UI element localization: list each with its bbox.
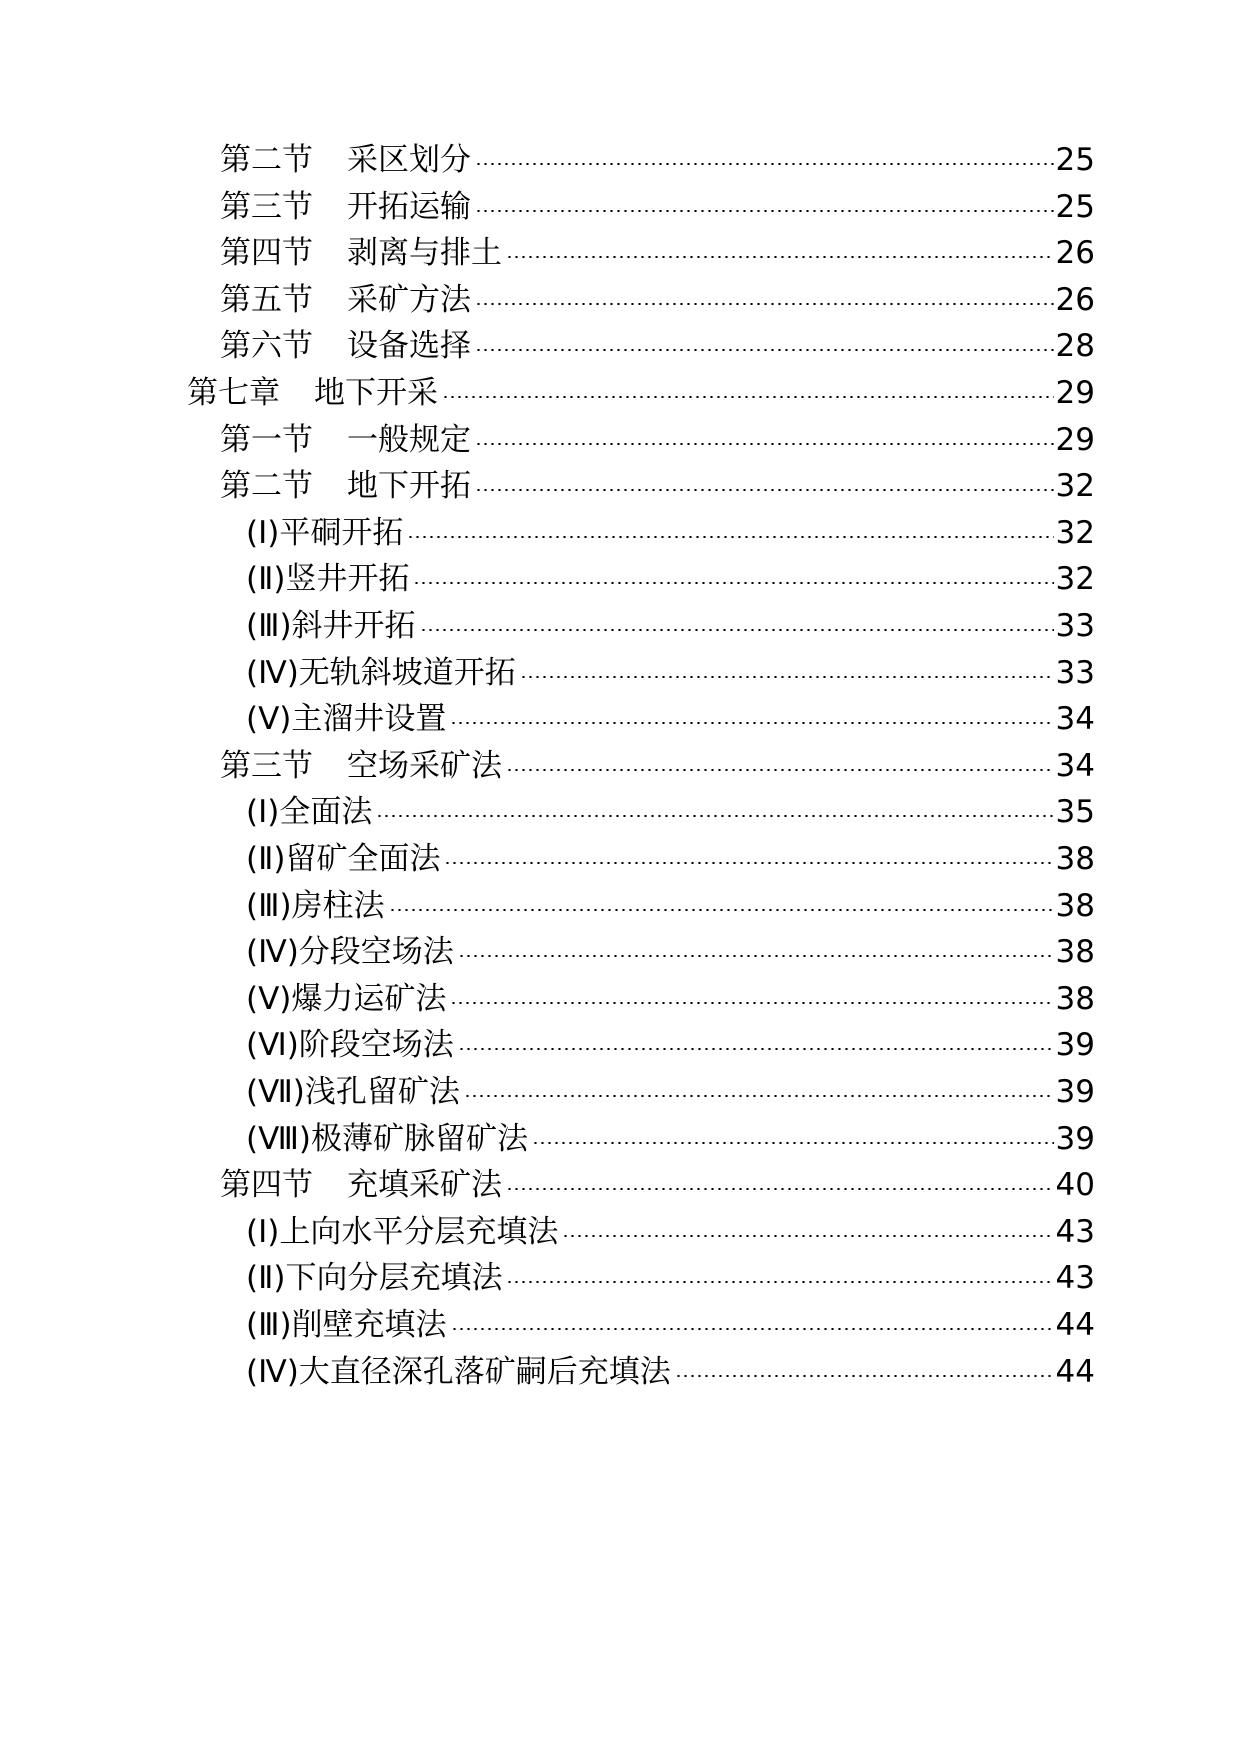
toc-entry-title (220, 1159, 502, 1211)
dot-leader (506, 1281, 1053, 1283)
toc-entry-title (246, 973, 446, 1025)
toc-entry-text: (Ⅱ)下向分层充填法 (246, 1260, 503, 1297)
toc-entry-text: (Ⅲ)斜井开拓 (246, 608, 416, 644)
toc-page-number: 44 (1055, 1307, 1095, 1343)
toc-entry-label: 第一节 (220, 421, 313, 458)
toc-entry[interactable] (246, 1113, 1095, 1165)
toc-entry[interactable] (246, 1066, 1095, 1118)
toc-entry-title (220, 227, 502, 279)
toc-entry-label: 第三节 (220, 188, 313, 225)
dot-leader (444, 862, 1053, 864)
dot-leader (450, 722, 1053, 724)
toc-entry-title (246, 1206, 558, 1258)
toc-entry-text: (Ⅳ)大直径深孔落矿嗣后充填法 (246, 1353, 671, 1390)
toc-page-number: 26 (1055, 281, 1095, 318)
dot-leader (562, 1235, 1053, 1237)
dot-leader (464, 1095, 1054, 1097)
toc-page-number: 43 (1055, 1213, 1095, 1250)
toc-entry-title (246, 1252, 502, 1304)
toc-entry[interactable] (246, 1252, 1095, 1304)
dot-leader (475, 443, 1054, 445)
toc-entry[interactable] (246, 1206, 1095, 1258)
toc-entry-title (246, 786, 372, 838)
dot-leader (475, 303, 1054, 305)
toc-entry-text: 地下开拓 (347, 468, 471, 505)
toc-entry[interactable] (220, 320, 1095, 372)
toc-entry-title (246, 693, 446, 745)
toc-entry[interactable] (246, 600, 1095, 652)
toc-page-number: 32 (1055, 468, 1095, 505)
toc-entry-title (220, 414, 471, 466)
toc-entry[interactable] (246, 786, 1095, 838)
dot-leader (420, 629, 1054, 631)
toc-page-number: 32 (1055, 561, 1095, 598)
dot-leader (475, 210, 1054, 212)
toc-page-number: 34 (1055, 701, 1095, 738)
toc-page-number: 26 (1055, 235, 1095, 272)
toc-entry-text: (Ⅲ)房柱法 (246, 887, 385, 924)
toc-entry-title (246, 1346, 671, 1398)
dot-leader (458, 955, 1054, 957)
toc-entry[interactable] (220, 1159, 1095, 1211)
toc-page-number: 40 (1055, 1167, 1095, 1204)
toc-entry[interactable] (220, 274, 1095, 326)
toc-entry[interactable] (220, 227, 1095, 279)
toc-page-number: 39 (1055, 1120, 1095, 1157)
toc-entry-text: 采矿方法 (347, 281, 471, 318)
dot-leader (506, 256, 1054, 258)
toc-entry-title (246, 1066, 460, 1118)
toc-entry-title (246, 1113, 528, 1165)
toc-entry-text: (Ⅰ)全面法 (246, 794, 373, 831)
toc-entry[interactable] (246, 647, 1095, 699)
toc-entry-title (246, 1019, 454, 1071)
toc-entry-title (220, 740, 502, 792)
dot-leader (475, 163, 1054, 165)
dot-leader (450, 1002, 1053, 1004)
toc-entry[interactable] (220, 460, 1095, 512)
toc-entry[interactable] (246, 973, 1095, 1025)
toc-entry-text: 地下开采 (314, 375, 438, 411)
dot-leader (376, 815, 1053, 817)
toc-page-number: 33 (1055, 608, 1095, 644)
dot-leader (389, 909, 1054, 911)
toc-page-number: 33 (1055, 654, 1095, 691)
dot-leader (532, 1142, 1054, 1144)
toc-entry[interactable] (187, 367, 1095, 419)
toc-entry-title (187, 367, 438, 419)
toc-entry-title (246, 507, 403, 559)
toc-entry[interactable] (246, 1299, 1095, 1351)
toc-page-number: 35 (1055, 794, 1095, 831)
toc-page-number: 29 (1055, 375, 1095, 411)
dot-leader (475, 349, 1054, 351)
toc-entry-label: 第五节 (220, 281, 313, 318)
toc-page-number: 39 (1055, 1027, 1095, 1064)
dot-leader (475, 489, 1054, 491)
toc-entry-text: 剥离与排土 (347, 235, 502, 272)
toc-entry-text: 充填采矿法 (347, 1167, 502, 1204)
toc-page-number: 28 (1055, 328, 1095, 365)
toc-page-number: 34 (1055, 747, 1095, 784)
dot-leader (442, 396, 1054, 398)
toc-entry-label: 第六节 (220, 328, 313, 365)
dot-leader (520, 676, 1054, 678)
dot-leader (506, 769, 1054, 771)
toc-entry[interactable] (220, 181, 1095, 233)
toc-page-number: 43 (1055, 1260, 1095, 1297)
toc-entry[interactable] (220, 134, 1095, 186)
toc-entry-label: 第三节 (220, 747, 313, 784)
toc-entry[interactable] (246, 1346, 1095, 1398)
toc-entry-text: 开拓运输 (347, 188, 471, 225)
toc-entry-title (246, 1299, 447, 1351)
toc-page-number: 38 (1055, 887, 1095, 924)
toc-entry-label: 第四节 (220, 235, 313, 272)
dot-leader (675, 1375, 1054, 1377)
toc-entry-label: 第二节 (220, 142, 313, 178)
toc-entry-text: (Ⅵ)阶段空场法 (246, 1027, 454, 1064)
toc-entry-title (220, 460, 471, 512)
toc-entry-title (220, 320, 471, 372)
dot-leader (458, 1048, 1054, 1050)
toc-entry-text: 空场采矿法 (347, 747, 502, 784)
toc-entry-text: (Ⅱ)竖井开拓 (246, 561, 410, 598)
toc-entry-title (246, 647, 516, 699)
toc-page-number: 32 (1055, 514, 1095, 551)
toc-entry-text: (Ⅶ)浅孔留矿法 (246, 1074, 460, 1110)
toc-entry-text: (Ⅴ)主溜井设置 (246, 701, 447, 738)
toc-entry[interactable] (220, 740, 1095, 792)
toc-entry-label: 第四节 (220, 1167, 313, 1204)
toc-entry-title (246, 926, 454, 978)
toc-entry-text: (Ⅰ)平硐开拓 (246, 514, 404, 551)
toc-page-number: 38 (1055, 980, 1095, 1017)
toc-entry-label: 第二节 (220, 468, 313, 505)
toc-entry-title (246, 833, 440, 885)
toc-entry-label: 第七章 (187, 375, 280, 411)
toc-entry-title (246, 880, 385, 932)
toc-entry[interactable] (246, 880, 1095, 932)
toc-entry-text: (Ⅲ)削壁充填法 (246, 1307, 447, 1343)
toc-entry-text: 设备选择 (347, 328, 471, 365)
toc-entry-text: 采区划分 (347, 142, 471, 178)
toc-entry-text: (Ⅳ)无轨斜坡道开拓 (246, 654, 516, 691)
toc-page-number: 38 (1055, 841, 1095, 877)
toc-entry-text: (Ⅰ)上向水平分层充填法 (246, 1213, 559, 1250)
toc-entry[interactable] (246, 926, 1095, 978)
toc-page-number: 44 (1055, 1353, 1095, 1390)
dot-leader (413, 582, 1053, 584)
dot-leader (451, 1328, 1054, 1330)
toc-entry-title (220, 274, 471, 326)
toc-entry-title (246, 600, 416, 652)
toc-entry-text: (Ⅳ)分段空场法 (246, 934, 454, 971)
toc-entry[interactable] (246, 1019, 1095, 1071)
toc-page-number: 25 (1055, 188, 1095, 225)
toc-page-number: 38 (1055, 934, 1095, 971)
toc-page-number: 39 (1055, 1074, 1095, 1110)
toc-entry[interactable] (246, 553, 1095, 605)
toc-entry[interactable] (220, 414, 1095, 466)
toc-page-number: 29 (1055, 421, 1095, 458)
toc-entry[interactable] (246, 507, 1095, 559)
toc-entry-text: (Ⅴ)爆力运矿法 (246, 980, 447, 1017)
toc-page-number: 25 (1055, 142, 1095, 178)
toc-entry-text: 一般规定 (347, 421, 471, 458)
toc-entry[interactable] (246, 833, 1095, 885)
toc-entry-title (220, 181, 471, 233)
toc-entry-title (220, 134, 471, 186)
dot-leader (506, 1188, 1054, 1190)
toc-entry-title (246, 553, 409, 605)
toc-entry-text: (Ⅷ)极薄矿脉留矿法 (246, 1120, 529, 1157)
dot-leader (407, 536, 1053, 538)
toc-entry[interactable] (246, 693, 1095, 745)
toc-entry-text: (Ⅱ)留矿全面法 (246, 841, 441, 877)
